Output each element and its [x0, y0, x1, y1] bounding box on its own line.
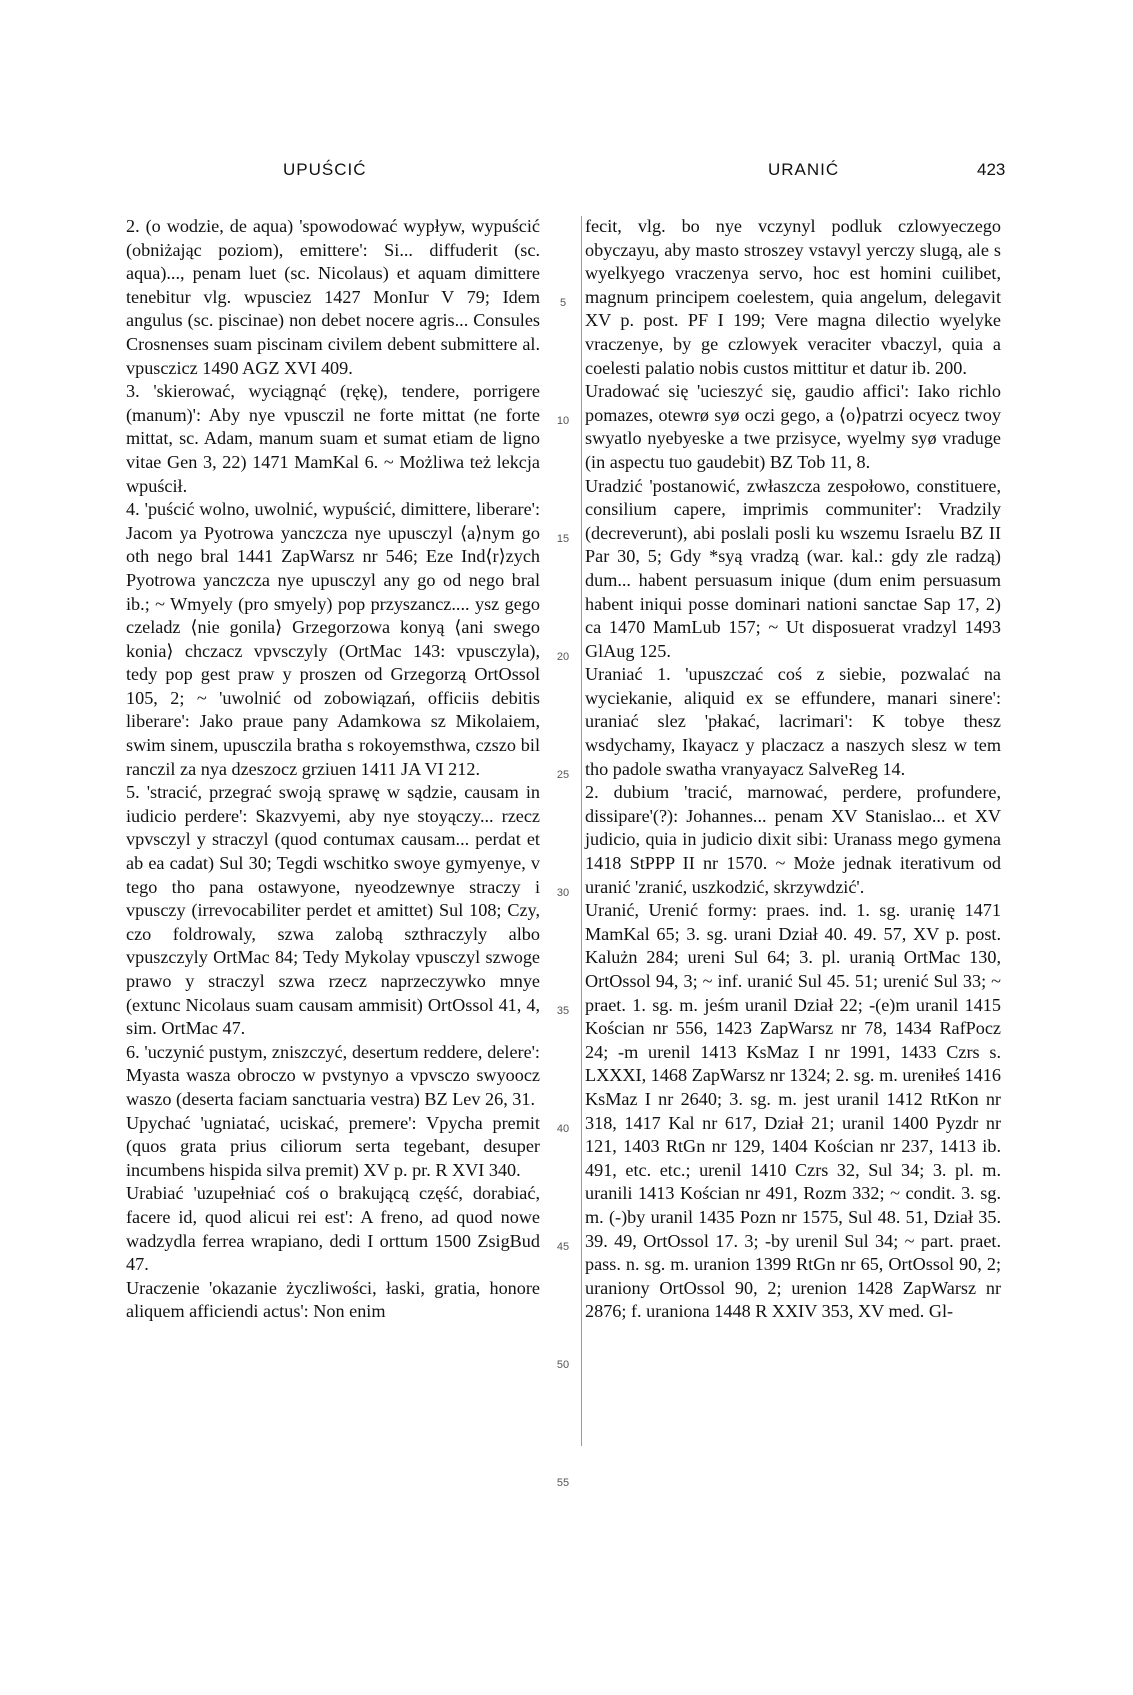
- line-number: 10: [556, 415, 570, 427]
- entry-paragraph: fecit, vlg. bo nye vczynyl podluk czlowyeczego obyczayu, aby masto stroszey vstavyl yerczy slugą, ale s wyelkyego vraczenya servo, hoc est homini cuilibet, magnum principem coelestem, quia angelum, delegavit XV p. post. PF I 199; Vere magna dilectio wyelyke vraczenye, by ge czlowyek veraciter vbaczyl, quia a coelesti palatio nobis custos mittitur et datur ib. 200.: [585, 216, 1001, 378]
- running-head-center: URANIĆ: [768, 160, 840, 179]
- page-number: 423: [977, 160, 1006, 179]
- column-divider: [581, 216, 582, 1446]
- entry-paragraph: Uraniać 1. 'upuszczać coś z siebie, pozwalać na wyciekanie, aliquid ex se effundere, manari sinere': uraniać slez 'płakać, lacrimari': K tobye thesz wsdychamy, Ikayacz y placzacz a naszych slesz w tem tho padole swatha vranyayacz SalveReg 14.: [585, 664, 1001, 779]
- entry-paragraph: 2. (o wodzie, de aqua) 'spowodować wypływ, wypuścić (obniżając poziom), emittere': Si... diffuderit (sc. aqua)..., penam luet (sc. Nicolaus) et aquam dimittere tenebitur vlg. wpusciez 1427 MonIur V 79; Idem angulus (sc. piscinae) non debet nocere agris... Consules Crosnenses suam piscinam civilem debent submittere al. vpusczicz 1490 AGZ XVI 409.: [126, 216, 540, 378]
- entry-paragraph: 6. 'uczynić pustym, zniszczyć, desertum reddere, delere': Myasta wasza obroczo w pvstynyo a vpvsczo swyoocz waszo (deserta faciam sanctuaria vestra) BZ Lev 26, 31.: [126, 1041, 540, 1109]
- entry-paragraph: Upychać 'ugniatać, uciskać, premere': Vpycha premit (quos grata prius ciliorum serta tegebant, desuper incumbens hispida silva premit) XV p. pr. R XVI 340.: [126, 1112, 540, 1180]
- line-number: 20: [556, 651, 570, 663]
- entry-paragraph: 4. 'puścić wolno, uwolnić, wypuścić, dimittere, liberare': Jacom ya Pyotrowa yanczcza nye upusczyl ⟨a⟩nym go oth nego bral 1441 ZapWarsz nr 546; Eze Ind⟨r⟩zych Pyotrowa yanczcza nye upusczyl any go od nego bral ib.; ~ Wmyely (pro smyely) pop przyszancz.... ysz gego czeladz ⟨nie gonila⟩ Grzegorzowa konyą ⟨ani swego konia⟩ chczacz vpvsczyly (OrtMac 143: vpusczyla), tedy pop gest praw y proszen od Grzegorzą OrtOssol 105, 2; ~ 'uwolnić od zobowiązań, officiis debitis liberare': Jako praue pany Adamkowa sz Mikolaiem, swim sinem, upusczila bratha s rokoyemsthwa, czszo bil ranczil za nya dzeszocz grziuen 1411 JA VI 212.: [126, 499, 540, 779]
- line-number: 30: [556, 887, 570, 899]
- line-number: 40: [556, 1123, 570, 1135]
- line-number-gutter: [551, 215, 575, 1489]
- line-number: 35: [556, 1005, 570, 1017]
- line-number: 55: [556, 1477, 570, 1489]
- line-number: 50: [556, 1359, 570, 1371]
- running-head-left: UPUŚCIĆ: [283, 160, 367, 179]
- line-number: 5: [559, 297, 567, 309]
- entry-paragraph: 5. 'stracić, przegrać swoją sprawę w sądzie, causam in iudicio perdere': Skazvyemi, aby nye stoyączy... rzecz vpvsczyl y straczyl (quod contumax causam... perdat et ab ea cadat) Sul 30; Tegdi wschitko swoye gymyenye, v tego tho pana ostawyone, nyeodzewnye straczy i vpusczy (irrevocabiliter perdet et amittet) Sul 108; Czy, czo foldrowaly, szwa zalobą szthraczyly albo vpuszczyly OrtMac 84; Tedy Mykolay vpusczyl szwoge prawo y straczyl szwa rzecz naprzeczywko mnye (extunc Nicolaus suam causam ammisit) OrtOssol 41, 4, sim. OrtMac 47.: [126, 782, 540, 1039]
- line-number: 15: [556, 533, 570, 545]
- line-number: 25: [556, 769, 570, 781]
- line-number: 45: [556, 1241, 570, 1253]
- entry-paragraph: Uradzić 'postanowić, zwłaszcza zespołowo, constituere, consilium capere, imprimis communiter': Vradzily (decreverunt), abi poslali posli ku wszemu Israelu BZ II Par 30, 5; Gdy *syą vradzą (war. kal.: gdy zle radzą) dum... habent persuasum inique (dum enim persuasum habent iniqui posse dominari nationi sanctae Sap 17, 2) ca 1470 MamLub 157; ~ Ut disposuerat vradzyl 1493 GlAug 125.: [585, 475, 1001, 661]
- entry-paragraph: Urabiać 'uzupełniać coś o brakującą część, dorabiać, facere id, quod alicui rei est': A freno, ad quod nowe wadzydla ferrea wrapiano, dedi I orttum 1500 ZsigBud 47.: [126, 1183, 540, 1275]
- left-column: [126, 215, 540, 1324]
- entry-paragraph: 3. 'skierować, wyciągnąć (rękę), tendere, porrigere (manum)': Aby nye vpusczil ne forte mittat (ne forte mittat, sc. Adam, manum suam et sumat etiam de ligno vitae Gen 3, 22) 1471 MamKal 6. ~ Możliwa też lekcja wpuścił.: [126, 381, 540, 496]
- entry-paragraph: Uranić, Urenić formy: praes. ind. 1. sg. uranię 1471 MamKal 65; 3. sg. urani Dział 40. 49. 57, XV p. post. Kalużn 284; ureni Sul 64; 3. pl. uranią OrtMac 130, OrtOssol 94, 3; ~ inf. uranić Sul 45. 51; urenić Sul 33; ~ praet. 1. sg. m. jeśm uranil Dział 22; -(e)m uranil 1415 Kościan nr 556, 1423 ZapWarsz nr 78, 1434 RafPocz 24; -m urenil 1413 KsMaz I nr 1991, 1433 Czrs s. LXXXI, 1468 ZapWarsz nr 1324; 2. sg. m. ureniłeś 1416 KsMaz I nr 2640; 3. sg. m. jest uranil 1412 RtKon nr 318, 1417 Kal nr 617, Dział 21; uranil 1400 Pyzdr nr 121, 1403 RtGn nr 129, 1404 Kościan nr 237, 1413 ib. 491, etc. etc.; urenil 1410 Czrs 32, Sul 34; 3. pl. m. uranili 1413 Kościan nr 491, Rozm 332; ~ condit. 3. sg. m. (-)by uranil 1435 Pozn nr 1575, Sul 48. 51, Dział 35. 39. 49, OrtOssol 17. 3; -by urenil Sul 34; ~ part. praet. pass. n. sg. m. uranion 1399 RtGn nr 65, OrtOssol 90, 2; uraniony OrtOssol 90, 2; urenion 1428 ZapWarsz nr 2876; f. uraniona 1448 R XXIV 353, XV med. Gl-: [585, 900, 1001, 1322]
- entry-paragraph: 2. dubium 'tracić, marnować, perdere, profundere, dissipare'(?): Johannes... penam XV Stanislao... et XV judicio, quia in judicio dixit sibi: Uranass mego gymena 1418 StPPP II nr 1570. ~ Może jednak iterativum od uranić 'zranić, uszkodzić, skrzywdzić'.: [585, 782, 1001, 897]
- entry-paragraph: Uraczenie 'okazanie życzliwości, łaski, gratia, honore aliquem afficiendi actus': Non enim: [126, 1277, 540, 1322]
- entry-paragraph: Uradować się 'ucieszyć się, gaudio affici': Iako richlo pomazes, otewrø syø oczi gego, a ⟨o⟩patrzi ocyecz twoy swyatlo nyebyeske a twe przisyce, wyelmy syø vraduge (in aspectu tuo gaudebit) BZ Tob 11, 8.: [585, 381, 1001, 472]
- right-column: [585, 215, 1001, 1324]
